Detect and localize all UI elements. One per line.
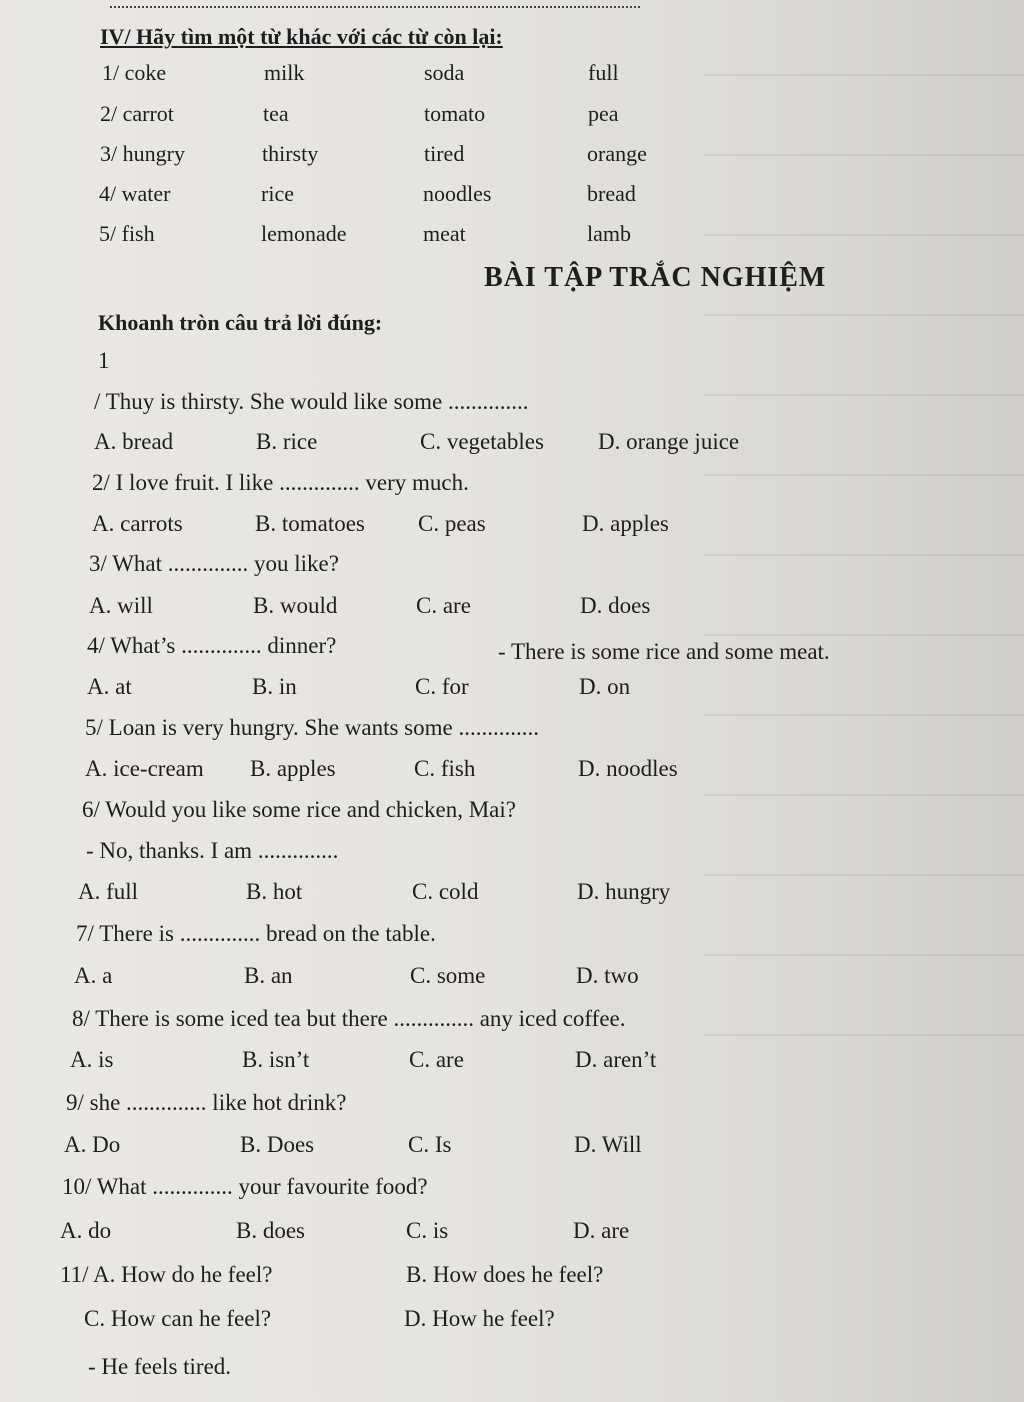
word-cell: tomato xyxy=(424,101,486,126)
option-a: A. Do xyxy=(64,1132,121,1157)
option-b: B. rice xyxy=(256,429,318,454)
word-cell: 3/ hungry xyxy=(100,141,185,166)
option-b: B. does xyxy=(236,1218,305,1243)
word-cell: 4/ water xyxy=(99,181,171,206)
option-c: C. some xyxy=(410,963,486,988)
section-iv-title: IV/ Hãy tìm một từ khác với các từ còn lại: xyxy=(100,24,503,49)
option-c: C. How can he feel? xyxy=(84,1306,272,1331)
word-cell: pea xyxy=(588,101,619,126)
word-cell: 1/ coke xyxy=(102,60,167,85)
word-cell: 2/ carrot xyxy=(100,101,174,126)
question-11-option-a: 11/ A. How do he feel? xyxy=(60,1262,273,1287)
option-b: B. hot xyxy=(246,879,303,904)
question-9: 9/ she .............. like hot drink? xyxy=(66,1090,347,1115)
option-b: B. apples xyxy=(250,756,336,781)
word-cell: lemonade xyxy=(261,221,347,246)
question-1-number: 1 xyxy=(98,348,110,373)
question-4: 4/ What’s .............. dinner? xyxy=(87,633,337,658)
option-a: A. a xyxy=(74,963,113,988)
option-c: C. is xyxy=(406,1218,449,1243)
option-d: D. orange juice xyxy=(598,429,740,454)
option-c: C. are xyxy=(416,593,471,618)
word-cell: meat xyxy=(423,221,466,246)
word-cell: noodles xyxy=(423,181,492,206)
word-cell: tea xyxy=(263,101,289,126)
option-b: B. an xyxy=(244,963,293,988)
option-a: A. ice-cream xyxy=(85,756,204,781)
word-cell: rice xyxy=(261,181,294,206)
question-2: 2/ I love fruit. I like .............. very much. xyxy=(92,470,469,495)
option-b: B. How does he feel? xyxy=(406,1262,604,1287)
question-1: / Thuy is thirsty. She would like some .............. xyxy=(94,389,529,414)
option-d: D. aren’t xyxy=(575,1047,657,1072)
option-d: D. apples xyxy=(582,511,669,536)
option-b: B. would xyxy=(253,593,338,618)
option-b: B. isn’t xyxy=(242,1047,310,1072)
option-a: A. will xyxy=(89,593,153,618)
option-c: C. cold xyxy=(412,879,479,904)
option-d: D. two xyxy=(576,963,639,988)
question-10: 10/ What .............. your favourite food? xyxy=(62,1174,428,1199)
option-a: A. bread xyxy=(94,429,174,454)
option-b: B. Does xyxy=(240,1132,315,1157)
option-d: D. How he feel? xyxy=(404,1306,555,1331)
mc-instruction: Khoanh tròn câu trả lời đúng: xyxy=(98,310,383,335)
option-d: D. does xyxy=(580,593,651,618)
question-11-answer: - He feels tired. xyxy=(88,1354,232,1379)
option-c: C. peas xyxy=(418,511,486,536)
word-cell: 5/ fish xyxy=(99,221,155,246)
option-c: C. are xyxy=(409,1047,464,1072)
option-d: D. hungry xyxy=(577,879,671,904)
option-b: B. in xyxy=(252,674,297,699)
option-d: D. are xyxy=(573,1218,630,1243)
word-cell: thirsty xyxy=(262,141,319,166)
bleed-through-text xyxy=(704,40,1024,1040)
option-c: C. Is xyxy=(408,1132,452,1157)
word-cell: tired xyxy=(424,141,465,166)
question-4-answer: - There is some rice and some meat. xyxy=(498,639,830,664)
question-8: 8/ There is some iced tea but there .............. any iced coffee. xyxy=(72,1006,626,1031)
option-c: C. fish xyxy=(414,756,476,781)
mc-heading: BÀI TẬP TRẮC NGHIỆM xyxy=(484,262,827,293)
option-d: D. on xyxy=(579,674,631,699)
question-6-reply: - No, thanks. I am .............. xyxy=(86,838,339,863)
word-cell: full xyxy=(588,60,619,85)
option-c: C. vegetables xyxy=(420,429,544,454)
word-cell: orange xyxy=(587,141,647,166)
question-7: 7/ There is .............. bread on the table. xyxy=(76,921,436,946)
option-d: D. Will xyxy=(574,1132,642,1157)
option-a: A. carrots xyxy=(92,511,183,536)
option-a: A. at xyxy=(87,674,132,699)
word-cell: milk xyxy=(264,60,305,85)
option-b: B. tomatoes xyxy=(255,511,365,536)
question-5: 5/ Loan is very hungry. She wants some .............. xyxy=(85,715,539,740)
option-c: C. for xyxy=(415,674,469,699)
word-cell: lamb xyxy=(587,221,631,246)
dotted-separator xyxy=(110,6,640,8)
option-d: D. noodles xyxy=(578,756,678,781)
question-3: 3/ What .............. you like? xyxy=(89,551,339,576)
word-cell: bread xyxy=(587,181,636,206)
option-a: A. do xyxy=(60,1218,112,1243)
option-a: A. full xyxy=(78,879,139,904)
word-cell: soda xyxy=(424,60,465,85)
option-a: A. is xyxy=(70,1047,114,1072)
question-6: 6/ Would you like some rice and chicken, Mai? xyxy=(82,797,516,822)
